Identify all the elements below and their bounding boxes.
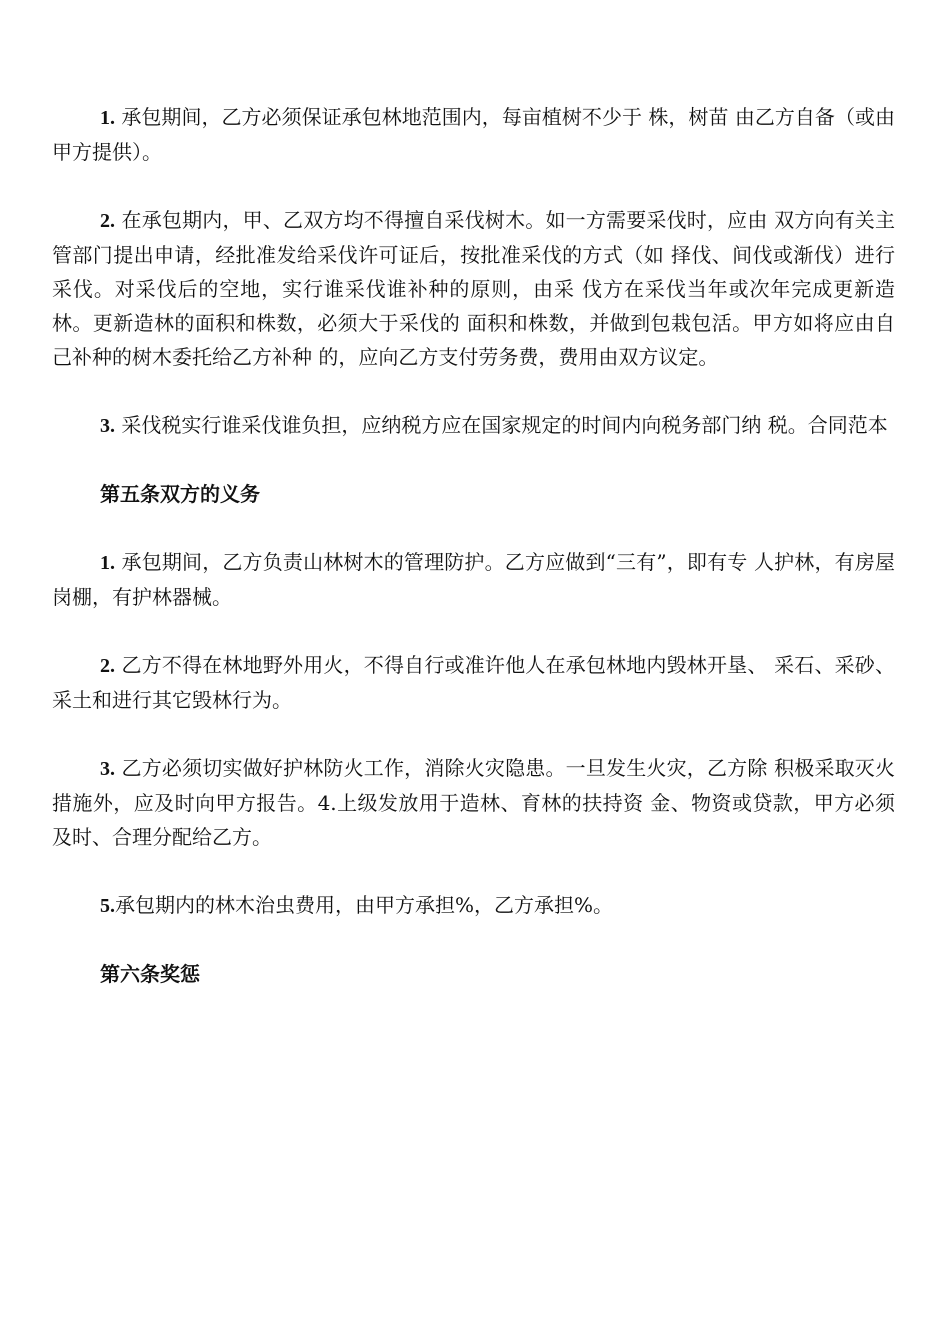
paragraph-number: 2. — [100, 210, 115, 232]
item-text: 乙方必须切实做好护林防火工作，消除火灾隐患。一旦发生火灾，乙方除 积极采取灭火措施外，应及时向甲方报告。4.上级发放用于造林、育林的扶持资 金、物资或贷款，甲方必须及时、合理分配给乙方。 — [52, 756, 895, 849]
paragraph-2 — [52, 203, 895, 374]
section-5-item-5 — [52, 888, 895, 923]
item-text: 承包期间，乙方负责山林树木的管理防护。乙方应做到“三有”，即有专 人护林，有房屋岗棚，有护林器械。 — [52, 550, 895, 609]
item-number: 2. — [100, 655, 115, 677]
paragraph-1 — [52, 100, 895, 169]
item-number: 5. — [100, 895, 115, 917]
paragraph-text: 在承包期内，甲、乙双方均不得擅自采伐树木。如一方需要采伐时，应由 双方向有关主管部门提出申请，经批准发给采伐许可证后，按批准采伐的方式（如 择伐、间伐或渐伐）进行采伐。对采伐后的空地，实行谁采伐谁补种的原则，由采 伐方在采伐当年或次年完成更新造林。更新造林的面积和株数，必须大于采伐的 面积和株数，并做到包栽包活。甲方如将应由自己补种的树木委托给乙方补种 的，应向乙方支付劳务费，费用由双方议定。 — [52, 208, 895, 369]
section-6-heading: 第六条奖惩 — [100, 962, 200, 986]
paragraph-number: 3. — [100, 415, 115, 437]
section-5-item-3 — [52, 751, 895, 854]
section-5-item-2 — [52, 648, 895, 717]
paragraph-number: 1. — [100, 107, 115, 129]
item-number: 1. — [100, 552, 115, 574]
item-text: 乙方不得在林地野外用火，不得自行或准许他人在承包林地内毁林开垦、 采石、采砂、采土和进行其它毁林行为。 — [52, 653, 895, 712]
paragraph-text: 承包期间，乙方必须保证承包林地范围内，每亩植树不少于 株，树苗 由乙方自备（或由甲方提供）。 — [52, 105, 896, 164]
paragraph-text: 采伐税实行谁采伐谁负担，应纳税方应在国家规定的时间内向税务部门纳 税。合同范本 — [121, 413, 888, 437]
paragraph-3 — [52, 408, 895, 443]
item-number: 3. — [100, 758, 115, 780]
section-5-heading: 第五条双方的义务 — [100, 482, 260, 506]
section-5-item-1 — [52, 545, 895, 614]
item-text: 承包期内的林木治虫费用，由甲方承担%，乙方承担%。 — [115, 893, 614, 917]
